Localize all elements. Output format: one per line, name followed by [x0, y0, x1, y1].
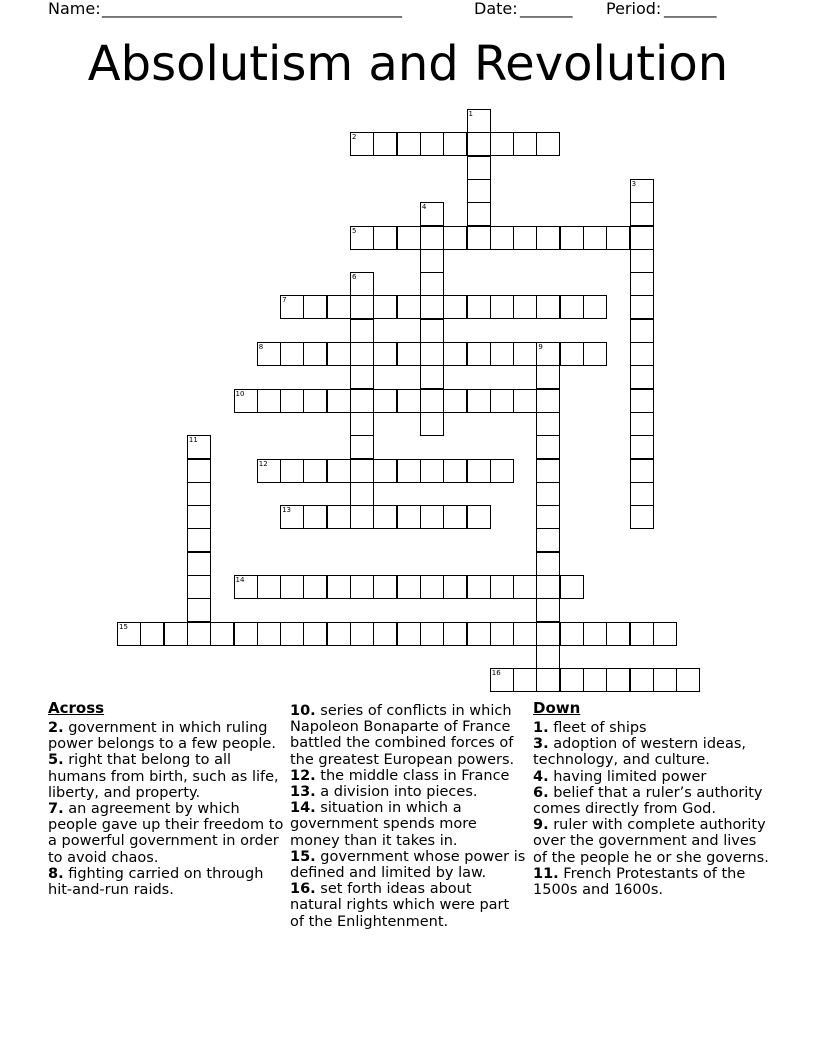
- grid-cell[interactable]: [513, 575, 537, 599]
- grid-cell[interactable]: [630, 435, 654, 459]
- grid-cell[interactable]: [350, 272, 374, 296]
- grid-cell[interactable]: [327, 389, 351, 413]
- clue-text: fighting carried on through hit-and-run raids.: [48, 865, 264, 899]
- grid-cell[interactable]: [373, 575, 397, 599]
- clue-item: [48, 801, 284, 866]
- grid-cell[interactable]: [397, 622, 421, 646]
- grid-cell[interactable]: [234, 575, 258, 599]
- clue-number: 14.: [290, 800, 316, 817]
- clue-number: 5.: [48, 752, 64, 769]
- cell-number: 13: [282, 506, 292, 515]
- grid-cell[interactable]: [187, 575, 211, 599]
- grid-cell[interactable]: [350, 622, 374, 646]
- grid-cell[interactable]: [420, 459, 444, 483]
- cell-number: 7: [282, 296, 287, 305]
- clue-item: [533, 736, 769, 768]
- grid-cell[interactable]: [467, 202, 491, 226]
- grid-cell[interactable]: [630, 668, 654, 692]
- grid-cell[interactable]: [397, 132, 421, 156]
- clue-text: fleet of ships: [553, 720, 647, 736]
- grid-cell[interactable]: [303, 575, 327, 599]
- grid-cell[interactable]: [536, 528, 560, 552]
- grid-cell[interactable]: [583, 342, 607, 366]
- grid-cell[interactable]: [420, 319, 444, 343]
- clue-text: government whose power is defined and limited by law.: [290, 848, 526, 882]
- grid-cell[interactable]: [350, 319, 374, 343]
- grid-cell[interactable]: [467, 389, 491, 413]
- grid-cell[interactable]: [443, 622, 467, 646]
- grid-cell[interactable]: [630, 226, 654, 250]
- clue-text: an agreement by which people gave up their freedom to a powerful government in order to avoid chaos.: [48, 801, 284, 866]
- clue-text: the middle class in France: [320, 767, 510, 784]
- period-label: Period:: [606, 0, 662, 18]
- grid-cell[interactable]: [630, 365, 654, 389]
- grid-cell[interactable]: [536, 132, 560, 156]
- grid-cell[interactable]: [350, 435, 374, 459]
- grid-cell[interactable]: [350, 459, 374, 483]
- grid-cell[interactable]: [187, 552, 211, 576]
- grid-cell[interactable]: [630, 459, 654, 483]
- grid-cell[interactable]: [560, 295, 584, 319]
- grid-cell[interactable]: [560, 668, 584, 692]
- grid-cell[interactable]: [513, 668, 537, 692]
- clue-item: [290, 703, 526, 768]
- grid-cell[interactable]: [467, 342, 491, 366]
- grid-cell[interactable]: [397, 226, 421, 250]
- grid-cell[interactable]: [536, 435, 560, 459]
- grid-cell[interactable]: [560, 575, 584, 599]
- grid-cell[interactable]: [490, 668, 514, 692]
- grid-cell[interactable]: [420, 575, 444, 599]
- grid-cell[interactable]: [467, 132, 491, 156]
- grid-cell[interactable]: [536, 505, 560, 529]
- cell-number: 3: [631, 179, 637, 188]
- grid-cell[interactable]: [536, 482, 560, 506]
- grid-cell[interactable]: [606, 622, 630, 646]
- clue-text: situation in which a government spends more money than it takes in.: [290, 800, 477, 849]
- page-title: Absolutism and Revolution: [87, 36, 729, 92]
- cell-number: 15: [119, 622, 128, 631]
- grid-cell[interactable]: [187, 505, 211, 529]
- clue-number: 1.: [533, 720, 549, 736]
- grid-cell[interactable]: [257, 459, 281, 483]
- grid-cell[interactable]: [490, 132, 514, 156]
- grid-cell[interactable]: [490, 226, 514, 250]
- grid-cell[interactable]: [536, 226, 560, 250]
- grid-cell[interactable]: [350, 132, 374, 156]
- clue-number: 13.: [290, 784, 316, 801]
- grid-cell[interactable]: [350, 412, 374, 436]
- grid-cell[interactable]: [280, 295, 304, 319]
- clue-item: [290, 784, 526, 800]
- cell-number: 1: [468, 110, 473, 118]
- grid-cell[interactable]: [420, 389, 444, 413]
- grid-cell[interactable]: [653, 668, 677, 692]
- clue-text: a division into pieces.: [320, 784, 478, 801]
- across-clues-continued: [290, 703, 526, 930]
- grid-cell[interactable]: [560, 226, 584, 250]
- grid-cell[interactable]: [467, 156, 491, 180]
- grid-cell[interactable]: [443, 575, 467, 599]
- grid-cell[interactable]: [257, 575, 281, 599]
- across-heading: Across: [48, 699, 105, 717]
- grid-cell[interactable]: [606, 226, 630, 250]
- grid-cell[interactable]: [327, 505, 351, 529]
- cell-number: 8: [258, 343, 264, 351]
- cell-number: 10: [235, 389, 245, 398]
- grid-cell[interactable]: [560, 342, 584, 366]
- clue-item: [533, 769, 769, 785]
- grid-cell[interactable]: [420, 365, 444, 389]
- grid-cell[interactable]: [443, 132, 467, 156]
- cell-number: 14: [235, 576, 245, 584]
- date-line[interactable]: _______: [520, 0, 573, 18]
- grid-cell[interactable]: [490, 342, 514, 366]
- clue-number: 6.: [533, 784, 549, 801]
- grid-cell[interactable]: [397, 505, 421, 529]
- clue-item: [533, 866, 769, 898]
- grid-cell[interactable]: [350, 482, 374, 506]
- grid-cell[interactable]: [443, 505, 467, 529]
- grid-cell[interactable]: [420, 249, 444, 273]
- grid-cell[interactable]: [513, 132, 537, 156]
- grid-cell[interactable]: [303, 342, 327, 366]
- grid-cell[interactable]: [513, 342, 537, 366]
- grid-cell[interactable]: [630, 482, 654, 506]
- grid-cell[interactable]: [536, 342, 560, 366]
- grid-cell[interactable]: [583, 668, 607, 692]
- grid-cell[interactable]: [420, 226, 444, 250]
- clue-number: 7.: [48, 801, 64, 818]
- grid-cell[interactable]: [490, 389, 514, 413]
- grid-cell[interactable]: [513, 622, 537, 646]
- grid-cell[interactable]: [327, 622, 351, 646]
- grid-cell[interactable]: [536, 389, 560, 413]
- grid-cell[interactable]: [490, 295, 514, 319]
- clue-number: 9.: [533, 817, 549, 834]
- grid-cell[interactable]: [350, 365, 374, 389]
- grid-cell[interactable]: [630, 622, 654, 646]
- clue-text: government in which ruling power belongs to a few people.: [48, 720, 276, 753]
- clue-number: 10.: [290, 703, 316, 719]
- clue-item: [48, 720, 284, 752]
- grid-cell[interactable]: [560, 622, 584, 646]
- grid-cell[interactable]: [373, 132, 397, 156]
- grid-cell[interactable]: [630, 249, 654, 273]
- grid-cell[interactable]: [397, 295, 421, 319]
- grid-cell[interactable]: [467, 226, 491, 250]
- grid-cell[interactable]: [583, 226, 607, 250]
- grid-cell[interactable]: [187, 622, 211, 646]
- clue-text: French Protestants of the 1500s and 1600s.: [533, 865, 746, 899]
- cell-number: 16: [491, 669, 501, 678]
- clue-text: ruler with complete authority over the government and lives of the people he or she governs.: [533, 817, 769, 866]
- cell-number: 12: [258, 459, 268, 468]
- grid-cell[interactable]: [350, 505, 374, 529]
- grid-cell[interactable]: [350, 342, 374, 366]
- grid-cell[interactable]: [420, 622, 444, 646]
- cell-number: 11: [188, 436, 198, 445]
- clue-item: [290, 849, 526, 881]
- grid-cell[interactable]: [397, 342, 421, 366]
- clue-number: 16.: [290, 881, 316, 898]
- grid-cell[interactable]: [536, 575, 560, 599]
- grid-cell[interactable]: [467, 575, 491, 599]
- grid-cell[interactable]: [583, 295, 607, 319]
- down-clues: [533, 700, 769, 898]
- period-line[interactable]: _______: [664, 0, 717, 18]
- grid-cell[interactable]: [630, 202, 654, 226]
- grid-cell[interactable]: [467, 295, 491, 319]
- grid-cell[interactable]: [140, 622, 164, 646]
- grid-cell[interactable]: [536, 365, 560, 389]
- across-clues: [48, 700, 284, 898]
- grid-cell[interactable]: [303, 389, 327, 413]
- grid-cell[interactable]: [443, 459, 467, 483]
- clue-number: 8.: [48, 865, 64, 882]
- clue-item: [48, 752, 284, 801]
- clue-number: 3.: [533, 736, 549, 753]
- cell-number: 9: [538, 343, 543, 351]
- grid-cell[interactable]: [373, 226, 397, 250]
- grid-cell[interactable]: [420, 272, 444, 296]
- grid-cell[interactable]: [373, 505, 397, 529]
- grid-cell[interactable]: [234, 622, 258, 646]
- down-heading: Down: [533, 699, 581, 717]
- grid-cell[interactable]: [327, 295, 351, 319]
- grid-cell[interactable]: [630, 179, 654, 203]
- grid-cell[interactable]: [536, 668, 560, 692]
- grid-cell[interactable]: [467, 459, 491, 483]
- grid-cell[interactable]: [164, 622, 188, 646]
- grid-cell[interactable]: [280, 505, 304, 529]
- cell-number: 5: [352, 226, 357, 235]
- grid-cell[interactable]: [536, 598, 560, 622]
- grid-cell[interactable]: [536, 295, 560, 319]
- grid-cell[interactable]: [676, 668, 700, 692]
- grid-cell[interactable]: [234, 389, 258, 413]
- grid-cell[interactable]: [443, 342, 467, 366]
- grid-cell[interactable]: [536, 645, 560, 669]
- grid-cell[interactable]: [443, 295, 467, 319]
- grid-cell[interactable]: [397, 575, 421, 599]
- grid-cell[interactable]: [653, 622, 677, 646]
- cell-number: 4: [421, 203, 427, 212]
- grid-cell[interactable]: [420, 342, 444, 366]
- grid-cell[interactable]: [187, 482, 211, 506]
- grid-cell[interactable]: [583, 622, 607, 646]
- grid-cell[interactable]: [513, 295, 537, 319]
- clue-number: 12.: [290, 767, 316, 784]
- grid-cell[interactable]: [536, 552, 560, 576]
- grid-cell[interactable]: [327, 575, 351, 599]
- grid-cell[interactable]: [536, 412, 560, 436]
- clue-number: 4.: [533, 768, 549, 785]
- grid-cell[interactable]: [303, 505, 327, 529]
- grid-cell[interactable]: [350, 226, 374, 250]
- grid-cell[interactable]: [467, 109, 491, 133]
- clue-item: [290, 881, 526, 930]
- grid-cell[interactable]: [536, 622, 560, 646]
- grid-cell[interactable]: [630, 342, 654, 366]
- clue-item: [290, 768, 526, 784]
- grid-cell[interactable]: [257, 622, 281, 646]
- grid-cell[interactable]: [187, 459, 211, 483]
- grid-cell[interactable]: [490, 459, 514, 483]
- grid-cell[interactable]: [373, 295, 397, 319]
- grid-cell[interactable]: [630, 389, 654, 413]
- grid-cell[interactable]: [350, 575, 374, 599]
- clue-item: [533, 720, 769, 736]
- grid-cell[interactable]: [303, 295, 327, 319]
- grid-cell[interactable]: [373, 622, 397, 646]
- grid-cell[interactable]: [630, 295, 654, 319]
- grid-cell[interactable]: [373, 389, 397, 413]
- grid-cell[interactable]: [397, 389, 421, 413]
- clue-number: 11.: [533, 865, 559, 882]
- clue-number: 15.: [290, 848, 316, 865]
- date-label: Date:: [474, 0, 518, 18]
- grid-cell[interactable]: [420, 202, 444, 226]
- grid-cell[interactable]: [280, 459, 304, 483]
- grid-cell[interactable]: [257, 342, 281, 366]
- grid-cell[interactable]: [536, 459, 560, 483]
- cell-number: 2: [352, 133, 357, 142]
- grid-cell[interactable]: [187, 528, 211, 552]
- grid-cell[interactable]: [630, 272, 654, 296]
- grid-cell[interactable]: [606, 668, 630, 692]
- grid-cell[interactable]: [373, 342, 397, 366]
- clue-item: [48, 866, 284, 898]
- grid-cell[interactable]: [117, 622, 141, 646]
- grid-cell[interactable]: [420, 295, 444, 319]
- clue-text: belief that a ruler’s authority comes directly from God.: [533, 784, 763, 818]
- grid-cell[interactable]: [467, 505, 491, 529]
- grid-cell[interactable]: [280, 575, 304, 599]
- grid-cell[interactable]: [630, 412, 654, 436]
- grid-cell[interactable]: [630, 319, 654, 343]
- grid-cell[interactable]: [350, 295, 374, 319]
- grid-cell[interactable]: [303, 622, 327, 646]
- grid-cell[interactable]: [280, 342, 304, 366]
- grid-cell[interactable]: [420, 505, 444, 529]
- clue-item: [290, 800, 526, 849]
- grid-cell[interactable]: [373, 459, 397, 483]
- grid-cell[interactable]: [257, 389, 281, 413]
- clue-text: series of conflicts in which Napoleon Bonaparte of France battled the combined forces of the greatest European powers.: [290, 703, 515, 768]
- name-label: Name:: [48, 0, 101, 18]
- grid-cell[interactable]: [467, 622, 491, 646]
- grid-cell[interactable]: [280, 389, 304, 413]
- clue-item: [533, 785, 769, 817]
- grid-cell[interactable]: [420, 132, 444, 156]
- clue-text: set forth ideas about natural rights which were part of the Enlightenment.: [290, 881, 510, 930]
- clue-text: right that belong to all humans from birth, such as life, liberty, and property.: [48, 752, 279, 801]
- clue-item: [533, 817, 769, 866]
- grid-cell[interactable]: [280, 622, 304, 646]
- grid-cell[interactable]: [210, 622, 234, 646]
- name-line[interactable]: ________________________________________: [102, 0, 402, 18]
- grid-cell[interactable]: [397, 459, 421, 483]
- cell-number: 6: [352, 273, 357, 282]
- grid-cell[interactable]: [630, 505, 654, 529]
- grid-cell[interactable]: [187, 435, 211, 459]
- grid-cell[interactable]: [490, 622, 514, 646]
- grid-cell[interactable]: [327, 342, 351, 366]
- clue-text: having limited power: [553, 768, 707, 785]
- grid-cell[interactable]: [420, 412, 444, 436]
- grid-cell[interactable]: [513, 389, 537, 413]
- grid-cell[interactable]: [443, 389, 467, 413]
- grid-cell[interactable]: [350, 389, 374, 413]
- grid-cell[interactable]: [467, 179, 491, 203]
- grid-cell[interactable]: [443, 226, 467, 250]
- clue-number: 2.: [48, 720, 64, 736]
- grid-cell[interactable]: [303, 459, 327, 483]
- grid-cell[interactable]: [187, 598, 211, 622]
- clue-text: adoption of western ideas, technology, and culture.: [533, 736, 747, 769]
- grid-cell[interactable]: [327, 459, 351, 483]
- grid-cell[interactable]: [490, 575, 514, 599]
- grid-cell[interactable]: [513, 226, 537, 250]
